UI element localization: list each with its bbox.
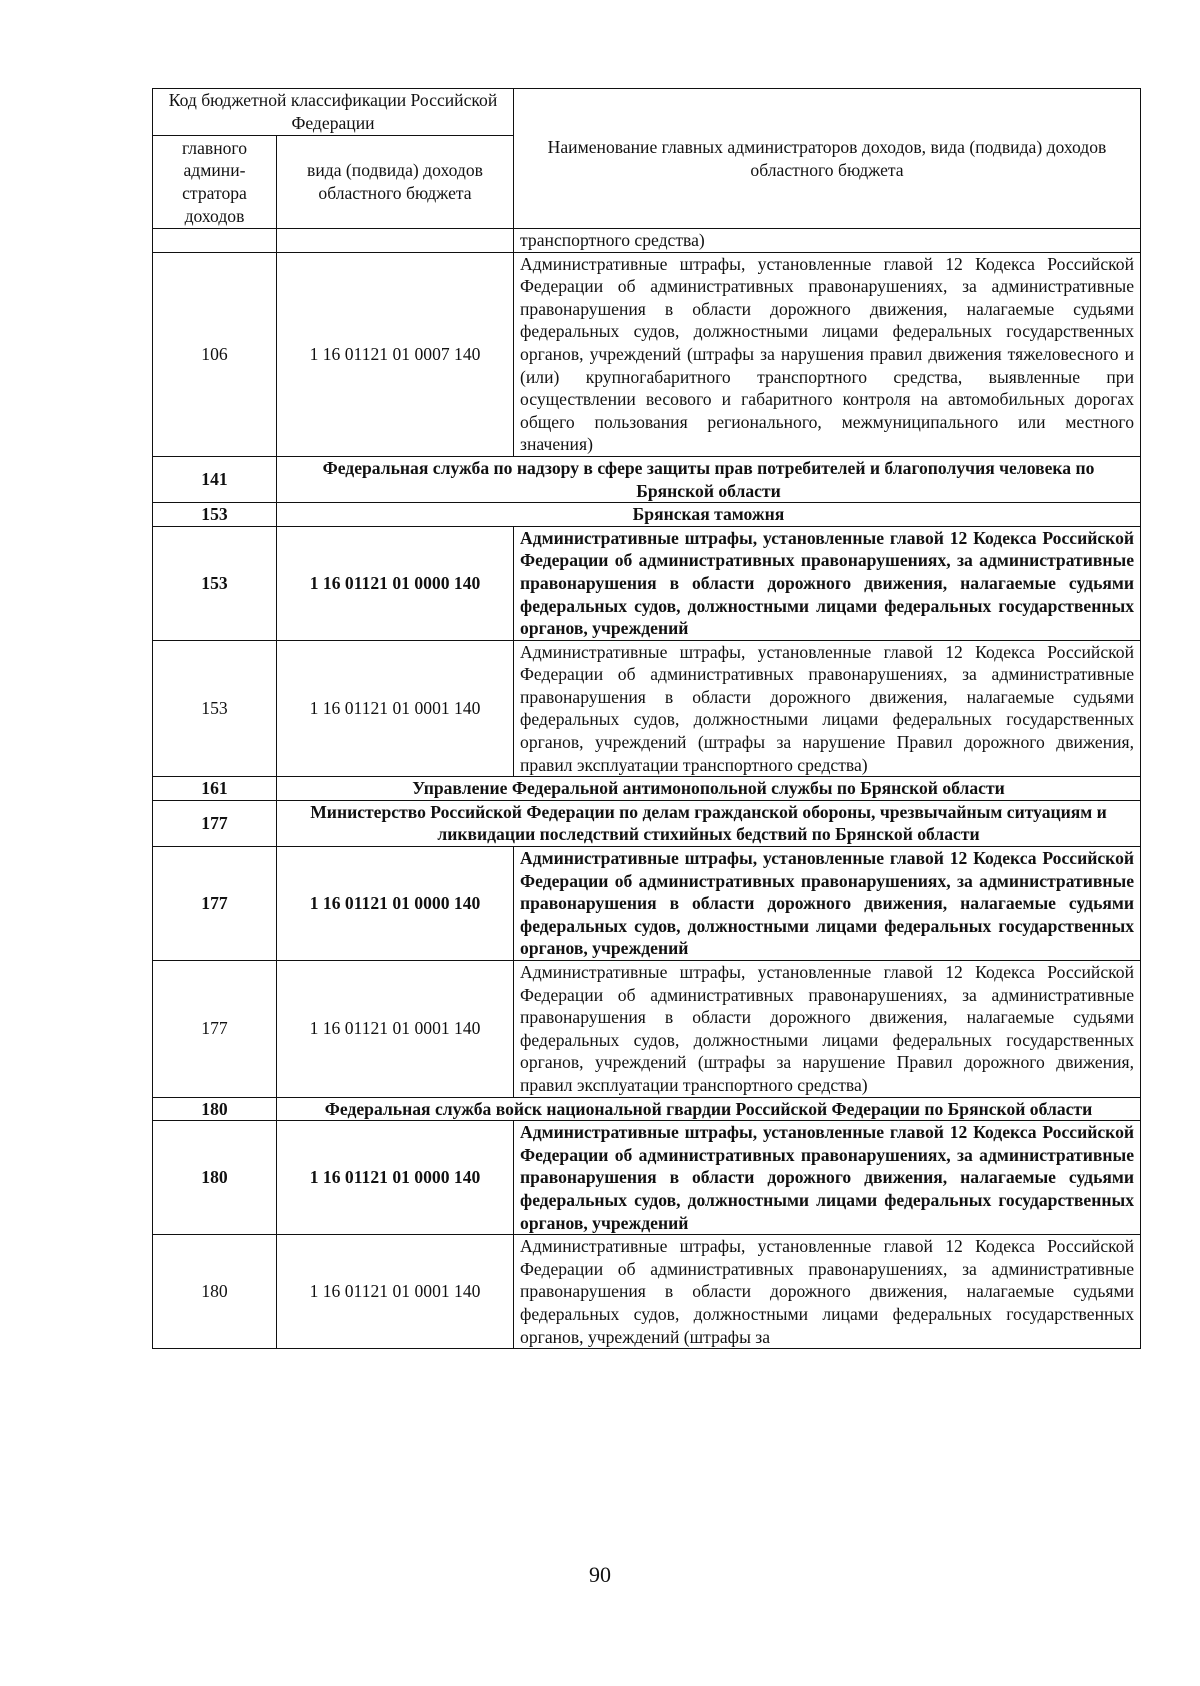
admin-code-cell: 153 xyxy=(153,640,277,777)
admin-code-cell: 141 xyxy=(153,456,277,502)
admin-code-cell: 177 xyxy=(153,800,277,846)
income-description-cell: Административные штрафы, установленные главой 12 Кодекса Российской Федерации об административных правонарушениях, за административные правонарушения в области дорожного движения, налагаемые судьями федеральных судов, должностными лицами федеральных государственных органов, учреждений xyxy=(514,526,1141,640)
name-column-header: Наименование главных администраторов доходов, вида (подвида) доходов областного бюджета xyxy=(514,89,1141,229)
income-row xyxy=(153,847,1141,961)
kbk-group-header: Код бюджетной классификации Российской Федерации xyxy=(153,89,514,136)
income-row xyxy=(153,961,1141,1098)
income-description-cell: Административные штрафы, установленные главой 12 Кодекса Российской Федерации об административных правонарушениях, за административные правонарушения в области дорожного движения, налагаемые судьями федеральных судов, должностными лицами федеральных государственных органов, учреждений (штрафы за нарушения правил движения тяжеловесного и (или) крупногабаритного транспортного средства, выявленные при осуществлении весового и габаритного контроля на автомобильных дорогах общего пользования регионального, межмуниципального или местного значения) xyxy=(514,252,1141,456)
admin-code-cell: 180 xyxy=(153,1097,277,1121)
page-number: 90 xyxy=(589,1562,611,1587)
table-body xyxy=(153,89,1141,1349)
kind-column-header: вида (подвида) доходов областного бюджета xyxy=(277,136,514,229)
administrator-name-cell: Федеральная служба по надзору в сфере защиты прав потребителей и благополучия человека по Брянской области xyxy=(277,456,1141,502)
admin-code-cell: 180 xyxy=(153,1235,277,1349)
income-row xyxy=(153,640,1141,777)
admin-code-cell: 106 xyxy=(153,252,277,456)
header-row xyxy=(153,89,1141,136)
income-code-cell: 1 16 01121 01 0000 140 xyxy=(277,1121,514,1235)
income-code-cell: 1 16 01121 01 0001 140 xyxy=(277,961,514,1098)
continuation-text: транспортного средства) xyxy=(514,229,1141,253)
admin-code-cell: 153 xyxy=(153,526,277,640)
income-description-cell: Административные штрафы, установленные главой 12 Кодекса Российской Федерации об административных правонарушениях, за административные правонарушения в области дорожного движения, налагаемые судьями федеральных судов, должностными лицами федеральных государственных органов, учреждений (штрафы за xyxy=(514,1235,1141,1349)
administrator-name-cell: Брянская таможня xyxy=(277,503,1141,527)
admin-code-cell: 153 xyxy=(153,503,277,527)
admin-code-cell: 180 xyxy=(153,1121,277,1235)
income-code-cell: 1 16 01121 01 0000 140 xyxy=(277,526,514,640)
administrator-row xyxy=(153,1097,1141,1121)
income-description-cell: Административные штрафы, установленные главой 12 Кодекса Российской Федерации об административных правонарушениях, за административные правонарушения в области дорожного движения, налагаемые судьями федеральных судов, должностными лицами федеральных государственных органов, учреждений xyxy=(514,847,1141,961)
admin-code-cell: 177 xyxy=(153,847,277,961)
income-description-cell: Административные штрафы, установленные главой 12 Кодекса Российской Федерации об административных правонарушениях, за административные правонарушения в области дорожного движения, налагаемые судьями федеральных судов, должностными лицами федеральных государственных органов, учреждений xyxy=(514,1121,1141,1235)
income-description-cell: Административные штрафы, установленные главой 12 Кодекса Российской Федерации об административных правонарушениях, за административные правонарушения в области дорожного движения, налагаемые судьями федеральных судов, должностными лицами федеральных государственных органов, учреждений (штрафы за нарушение Правил дорожного движения, правил эксплуатации транспортного средства) xyxy=(514,640,1141,777)
income-code-cell: 1 16 01121 01 0001 140 xyxy=(277,1235,514,1349)
admin-column-header: главного админи-стратора доходов xyxy=(153,136,277,229)
administrator-row xyxy=(153,800,1141,846)
empty-cell xyxy=(277,229,514,253)
admin-code-cell: 177 xyxy=(153,961,277,1098)
income-row xyxy=(153,526,1141,640)
admin-code-cell: 161 xyxy=(153,777,277,801)
income-row xyxy=(153,252,1141,456)
administrator-row xyxy=(153,503,1141,527)
administrator-name-cell: Федеральная служба войск национальной гвардии Российской Федерации по Брянской области xyxy=(277,1097,1141,1121)
budget-classification-table xyxy=(152,88,1141,1349)
income-row xyxy=(153,1235,1141,1349)
administrator-row xyxy=(153,777,1141,801)
administrator-row xyxy=(153,456,1141,502)
administrator-name-cell: Министерство Российской Федерации по делам гражданской обороны, чрезвычайным ситуациям и ликвидации последствий стихийных бедствий по Брянской области xyxy=(277,800,1141,846)
income-row xyxy=(153,1121,1141,1235)
administrator-name-cell: Управление Федеральной антимонопольной службы по Брянской области xyxy=(277,777,1141,801)
income-description-cell: Административные штрафы, установленные главой 12 Кодекса Российской Федерации об административных правонарушениях, за административные правонарушения в области дорожного движения, налагаемые судьями федеральных судов, должностными лицами федеральных государственных органов, учреждений (штрафы за нарушение Правил дорожного движения, правил эксплуатации транспортного средства) xyxy=(514,961,1141,1098)
income-code-cell: 1 16 01121 01 0001 140 xyxy=(277,640,514,777)
income-code-cell: 1 16 01121 01 0000 140 xyxy=(277,847,514,961)
empty-cell xyxy=(153,229,277,253)
income-code-cell: 1 16 01121 01 0007 140 xyxy=(277,252,514,456)
continuation-row xyxy=(153,229,1141,253)
